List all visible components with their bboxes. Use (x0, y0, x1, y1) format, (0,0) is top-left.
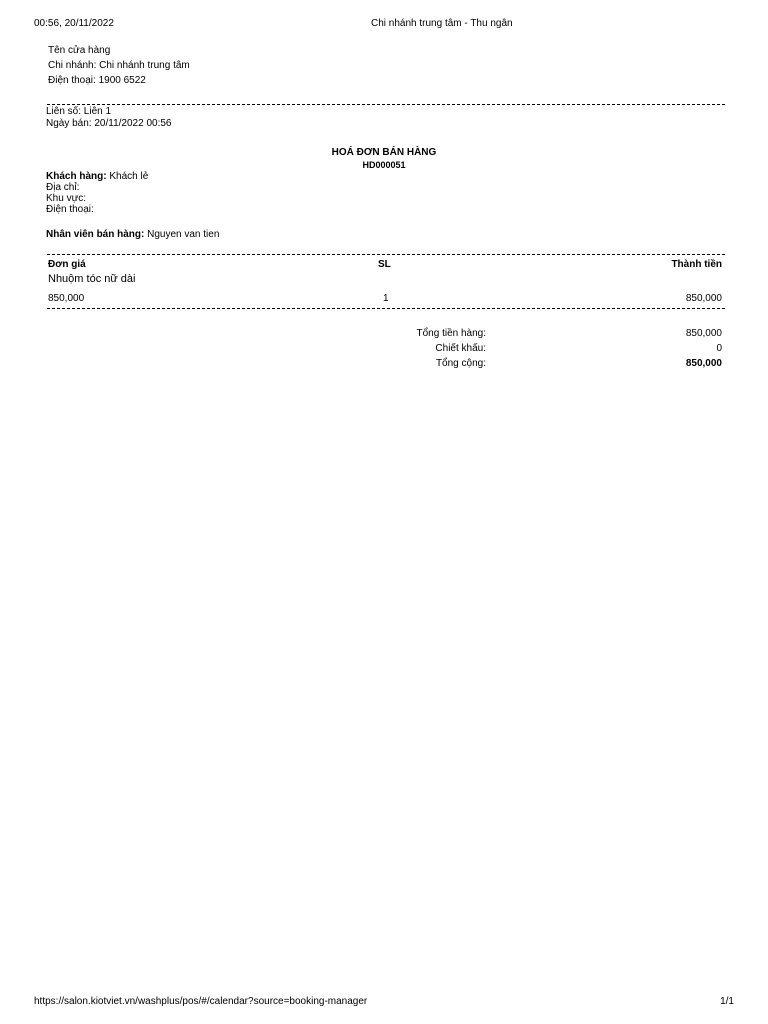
col-header-qty: SL (378, 259, 391, 270)
col-header-unit-price: Đơn giá (48, 259, 86, 270)
divider (47, 308, 725, 309)
item-amount: 850,000 (685, 293, 722, 304)
print-page-number: 1/1 (720, 996, 734, 1007)
divider (47, 254, 725, 255)
customer-address: Địa chỉ: (46, 182, 80, 193)
item-unit-price: 850,000 (48, 293, 85, 304)
sale-date: Ngày bán: 20/11/2022 00:56 (46, 118, 172, 129)
print-page-title: Chi nhánh trung tâm - Thu ngân (371, 18, 513, 29)
total-label: Tổng cộng: (435, 358, 486, 369)
store-name: Tên cửa hàng (48, 45, 111, 56)
store-branch: Chi nhánh: Chi nhánh trung tâm (48, 60, 190, 71)
customer-area: Khu vực: (46, 193, 87, 204)
copy-number: Liên số: Liên 1 (46, 106, 112, 117)
customer-line (46, 171, 148, 182)
staff-line (46, 229, 219, 240)
item-qty: 1 (383, 293, 389, 304)
staff-label: Nhân viên bán hàng: (46, 229, 145, 240)
discount-label: Chiết khấu: (435, 343, 486, 354)
customer-label: Khách hàng: (46, 171, 107, 182)
subtotal-label: Tổng tiền hàng: (416, 328, 486, 339)
item-name: Nhuộm tóc nữ dài (48, 273, 136, 285)
print-datetime: 00:56, 20/11/2022 (34, 18, 114, 29)
print-url: https://salon.kiotviet.vn/washplus/pos/#/calendar?source=booking-manager (34, 996, 368, 1007)
discount-value: 0 (716, 343, 722, 354)
subtotal-value: 850,000 (685, 328, 722, 339)
col-header-amount: Thành tiền (671, 259, 722, 270)
invoice-code: HD000051 (362, 160, 406, 170)
divider (47, 104, 725, 105)
customer-name: Khách lẻ (109, 171, 149, 182)
customer-phone: Điện thoại: (46, 204, 94, 215)
invoice-title: HOÁ ĐƠN BÁN HÀNG (331, 147, 437, 158)
total-value: 850,000 (685, 358, 722, 369)
store-phone: Điện thoại: 1900 6522 (48, 75, 146, 86)
staff-name: Nguyen van tien (147, 229, 220, 240)
